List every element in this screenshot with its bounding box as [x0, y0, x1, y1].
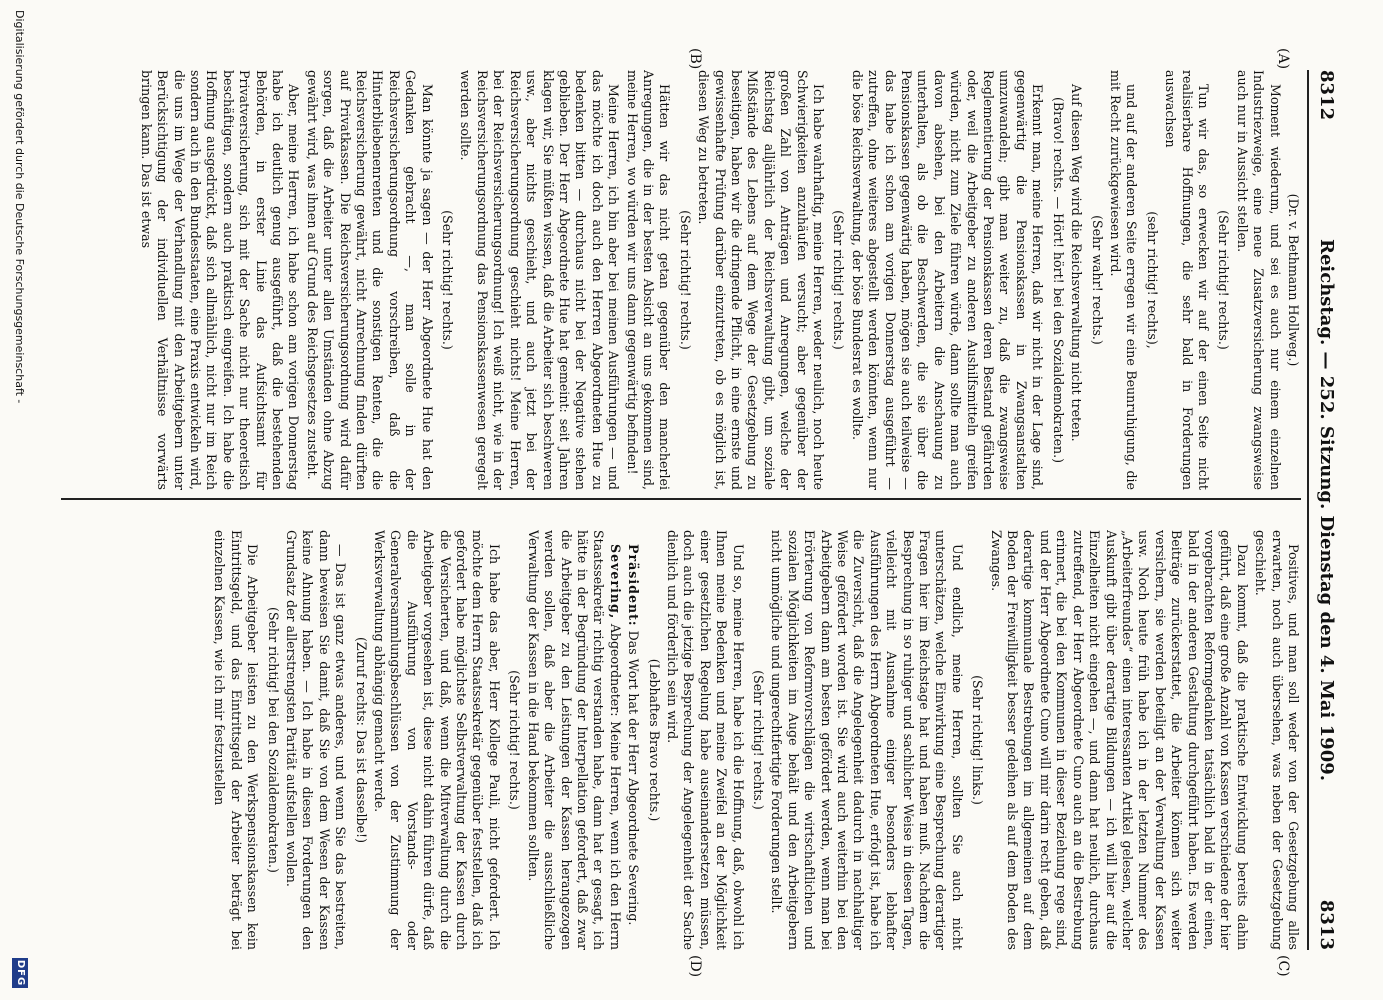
interjection: (Sehr richtig! rechts.) [507, 670, 523, 810]
speaker-text: Das Wort hat der Herr Abgeordnete Severing. [626, 630, 642, 926]
interjection: (Sehr richtig! rechts.) [677, 210, 693, 350]
page-header [1307, 70, 1343, 950]
header-title: Reichstag. — 252. Sitzung. Dienstag den 4. Mai 1909. [1316, 238, 1337, 782]
page-number-right: 8313 [1316, 899, 1337, 950]
paragraph: Hätten wir das nicht getan gegenüber den mancherlei Anregungen, die in der besten Absicht an uns gekommen sind, meine Herren, wo würden wir uns dann gegenwärtig befinden! [624, 70, 673, 490]
interjection: (Sehr richtig! bei den Sozialdemokraten.) [265, 607, 281, 873]
interjection: (Sehr richtig! rechts.) [440, 210, 456, 350]
paragraph: Die Arbeitgeber leisten zu den Werkspensionskassen kein Eintrittsgeld, und das Eintrittsgeld der Arbeiter beträgt bei einzelnen Kassen, wie ich mir festzustellen [212, 530, 261, 950]
speaker-name: Severing, [607, 544, 623, 620]
speaker-heading: (Dr. v. Bethmann Hollweg.) [1286, 193, 1301, 367]
interjection: (Sehr wahr! rechts.) [1089, 215, 1105, 345]
interjection: (Bravo! rechts. — Hört! hört! bei den Sozialdemokraten.) [1050, 96, 1066, 464]
dfg-logo: DFG [12, 958, 28, 988]
digitization-footer [8, 0, 28, 1000]
paragraph: Man könnte ja sagen — der Herr Abgeordnete Hue hat den Gedanken gebracht —, man solle in der Reichsversicherungsordnung vorschreiben, daß die Hinterbliebenenrenten und die sonstigen Renten, die die Reichsversicherung gewährt, nicht Anrechnung finden dürften auf Privatkassen. Die Reichsversicherungsordnung wird dafür sorgen, daß die Arbeiter unter allen Umständen ohne Abzug gewährt wird, was ihnen auf Grund des Reichsgesetzes zusteht. [304, 70, 435, 490]
interjection: (Sehr richtig! rechts.) [751, 670, 766, 810]
paragraph: Meine Herren, ich bin aber bei meinen Ausführungen — und das möchte ich doch auch den Herren Abgeordneten Hue zu bedenken bitten — durchaus nicht bei der Negative stehen geblieben. Der Herr Abgeordnete Hue hat gemeint: seit Jahren klagen wir, Sie müßten wissen, daß die Arbeiter sich beschweren usw., aber nichts geschieht, und auch jetzt bei der Reichsversicherungsordnung geschieht nichts! Meine Herren, bei der Reichsversicherungsordnung! Ich weiß nicht, wie in der Reichsversicherungsordnung das Pensionskassenwesen geregelt werden sollte. [458, 70, 622, 490]
paragraph: — Das ist ganz etwas anderes, und wenn Sie das bestreiten, dann beweisen Sie damit, daß Sie von dem Wesen der Kassen keine Ahnung haben. — Ich habe in diesen Forderungen den Grundsatz der allerstrengsten Parität aufstellen wollen. [284, 530, 349, 950]
text-column-left [61, 70, 1301, 490]
interjection: (Sehr richtig! rechts.) [831, 210, 847, 350]
interjection: (Sehr richtig! links.) [970, 675, 986, 805]
speaker-text: Abgeordneter: Meine Herren, wenn ich den Herrn Staatssekretär richtig verstanden habe, dann hat er gesagt, ich hätte in der Begründung der Interpellation gefordert, daß zwar die Arbeitgeber zu den Leistungen der Kassen herangezogen werden sollen, daß aber die Arbeiter die ausschließliche Verwaltung der Kassen in die Hand bekommen sollten. [525, 530, 623, 950]
paragraph: Erkennt man, meine Herren, daß wir nicht in der Lage sind, gegenwärtig die Pensionskassen in Zwangsanstalten umzuwandeln; gibt man weiter zu, daß die zwangsweise Reglementierung der Pensionskassen deren Bestand gefährden oder, weil die Arbeitgeber zu anderen Aushilfsmitteln greifen würden, nicht zum Ziele führen würde, dann sollte man auch davon absehen, bei den Arbeitern die Anschauung zu unterhalten, als ob die Beschwerden, die sie über die Pensionskassen gegenwärtig haben, mögen sie auch teilweise — das habe ich schon am vorigen Donnerstag ausgeführt — zutreffen, ohne weiteres abgestellt werden könnten, wenn nur die böse Reichsverwaltung, der böse Bundesrat es wollte. [849, 70, 1046, 490]
column-divider [61, 498, 1301, 500]
paragraph: Und endlich, meine Herren, sollten Sie auch nicht unterschätzen, welche Einwirkung eine Besprechung derartiger Fragen hier im Reichstage hat und haben muß. Nachdem die Besprechung in so ruhiger und sachlicher Weise in diesen Tagen, vielleicht mit Ausnahme einiger besonders lebhafter Ausführungen des Herrn Abgeordneten Hue, erfolgt ist, habe ich die Zuversicht, daß die Angelegenheit dadurch in nachhaltiger Weise gefördert worden ist. Sie wird auch weiterhin bei den Arbeitgebern dann am besten gefördert werden, wenn man bei Erörterung von Reformvorschlägen die wirtschaftlichen und sozialen Möglichkeiten im Auge behält und den Arbeitgebern nicht unmögliche und ungerechtfertigte Forderungen stellt. [769, 530, 965, 950]
margin-marker-d: (D) [687, 955, 703, 978]
speaker-paragraph [524, 530, 622, 950]
paragraph: Ich habe das aber, Herr Kollege Pauli, nicht gefordert. Ich möchte dem Herrn Staatssekretär gegenüber feststellen, daß ich gefordert habe möglichste Selbstverwaltung der Kassen durch die Versicherten, und daß, wenn die Mitverwaltung durch die Arbeitgeber vorgesehen ist, diese nicht dahin führen dürfe, daß die Ausführung von Vorstands- oder Generalversammlungsbeschlüssen von der Zustimmung der Werksverwaltung abhängig gemacht werde. [372, 530, 502, 950]
speaker-name: Präsident: [626, 544, 642, 627]
interjection: (sehr richtig! rechts), [1144, 211, 1160, 349]
interjection: (Lebhaftes Bravo rechts.) [646, 658, 662, 822]
speaker-paragraph [625, 530, 641, 950]
paragraph: Tun wir das, so erwecken wir auf der einen Seite nicht realisierbare Hoffnungen, die sehr bald in Forderungen auswachsen [1163, 70, 1211, 490]
paragraph: und auf der anderen Seite erregen wir eine Beunruhigung, die mit Recht zurückgewiesen wird. [1107, 70, 1140, 490]
paragraph: Ich habe wahrhaftig, meine Herren, weder neulich, noch heute Schwierigkeiten anzuhäufen versucht; aber gegenüber der großen Zahl von Anträgen und Anregungen, welche der Reichstag alljährlich der Reichsverwaltung gibt, um soziale Mißstände des Lebens auf dem Wege der Gesetzgebung zu beseitigen, haben wir die dringende Pflicht, in eine ernste und gewissenhafte Prüfung darüber einzutreten, ob es möglich ist, diesen Weg zu betreten. [696, 70, 827, 490]
margin-marker-c: (C) [1275, 955, 1291, 977]
margin-marker-a: (A) [1275, 48, 1291, 70]
paragraph: Positives, und man soll weder von der Gesetzgebung alles erwarten, noch auch übersehen, was neben der Gesetzgebung geschieht. [1253, 530, 1301, 950]
footer-credit: Digitalisierung gefördert durch die Deutsche Forschungsgemeinschaft - [13, 10, 26, 404]
interjection: (Zuruf rechts: Das ist dasselbe!) [353, 636, 369, 844]
paragraph: Aber, meine Herren, ich habe schon am vorigen Donnerstag habe ich deutlich genug ausgeführt, daß die bestehenden Behörden, in erster Linie das Aufsichtsamt für Privatversicherung, sich mit der Sache nicht nur theoretisch beschäftigen, sondern auch praktisch eingreifen. Ich habe die Hoffnung ausgedrückt, daß sich allmählich, nicht nur im Reich sondern auch in den Bundesstaaten, eine Praxis entwickeln wird, die uns im Wege der Verhandlung mit den Arbeitgebern unter Berücksichtigung der individuellen Verhältnisse vorwärts bringen kann. Das ist etwas [138, 70, 302, 490]
paragraph: Und so, meine Herren, habe ich die Hoffnung, daß, obwohl ich Ihnen meine Bedenken und meine Zweifel an der Möglichkeit einer gesetzlichen Regelung habe auseinandersetzen müssen, doch auch die jetzige Besprechung der Angelegenheit der Sache dienlich und förderlich sein wird. [664, 530, 746, 950]
text-column-right [61, 530, 1301, 950]
interjection: (Sehr richtig! rechts.) [1216, 210, 1232, 350]
margin-marker-b: (B) [687, 48, 703, 70]
paragraph: Auf diesen Weg wird die Reichsverwaltung nicht treten. [1069, 84, 1085, 442]
paragraph: Moment wiederum, und sei es auch nur einem einzelnen Industriezweige, eine neue Zusatzversicherung zwangsweise auch nur in Aussicht stellen. [1234, 70, 1283, 490]
paragraph: Dazu kommt, daß die praktische Entwicklung bereits dahin geführt, daß eine große Anzahl von Kassen verschiedene der hier vorgebrachten Reformgedanken tatsächlich bald in der einen, bald in der anderen Gestaltung durchgeführt haben. Es werden Beiträge zurückerstattet, die Arbeiter können sich weiter versichern, sie werden beteiligt an der Verwaltung der Kassen usw. Noch heute früh habe ich in der letzten Nummer des „Arbeiterfreundes“ einen interessanten Artikel gelesen, welcher Auskunft gibt über derartige Bildungen — ich will hier auf die Einzelheiten nicht eingehen —, und dann hat neulich, durchaus zutreffend, der Herr Abgeordnete Cuno auch an die Bestrebung erinnert, die bei den Kommunen in dieser Beziehung rege sind, und der Herr Abgeordnete Cuno will mir darin recht geben, daß derartige kommunale Bestrebungen im allgemeinen auf dem Boden der Freiwilligkeit besser gedeihen als auf dem Boden des Zwanges. [988, 530, 1250, 950]
page-number-left: 8312 [1316, 70, 1337, 121]
